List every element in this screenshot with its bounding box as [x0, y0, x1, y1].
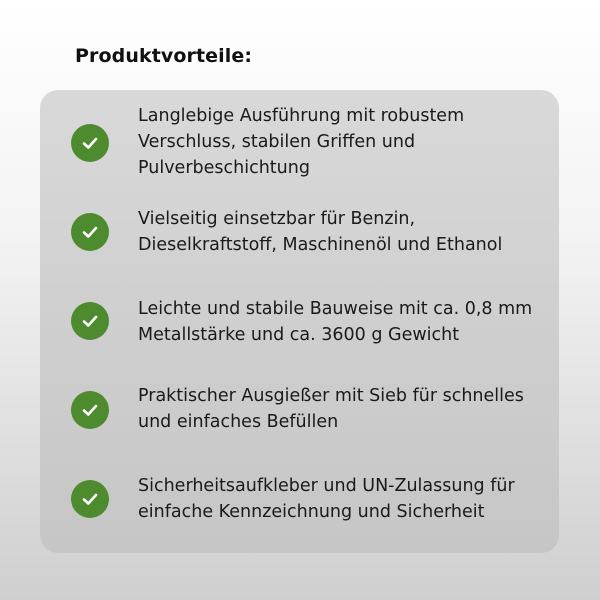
benefit-text-line: und einfaches Befüllen: [138, 412, 339, 432]
benefit-text-line: Praktischer Ausgießer mit Sieb für schnelles: [138, 386, 524, 406]
benefit-text-line: einfache Kennzeichnung und Sicherheit: [138, 502, 485, 522]
benefit-text-line: Langlebige Ausführung mit robustem: [138, 106, 465, 126]
benefits-panel: [40, 90, 559, 553]
benefit-text-line: Dieselkraftstoff, Maschinenöl und Ethanol: [138, 235, 503, 255]
benefit-text: [138, 473, 548, 525]
benefit-text: [138, 206, 548, 258]
benefit-text: [138, 383, 548, 435]
check-icon: [71, 302, 109, 340]
benefit-text-line: Metallstärke und ca. 3600 g Gewicht: [138, 325, 460, 345]
benefit-text-line: Verschluss, stabilen Griffen und: [138, 132, 416, 152]
section-heading: Produktvorteile:: [75, 45, 253, 67]
benefit-text-line: Pulverbeschichtung: [138, 158, 310, 178]
benefit-text: [138, 296, 548, 348]
check-icon: [71, 391, 109, 429]
benefit-text-line: Leichte und stabile Bauweise mit ca. 0,8 mm: [138, 299, 533, 319]
benefit-text-line: Vielseitig einsetzbar für Benzin,: [138, 209, 416, 229]
check-icon: [71, 124, 109, 162]
benefit-text: [138, 103, 548, 181]
check-icon: [71, 213, 109, 251]
benefit-text-line: Sicherheitsaufkleber und UN-Zulassung für: [138, 476, 515, 496]
check-icon: [71, 480, 109, 518]
